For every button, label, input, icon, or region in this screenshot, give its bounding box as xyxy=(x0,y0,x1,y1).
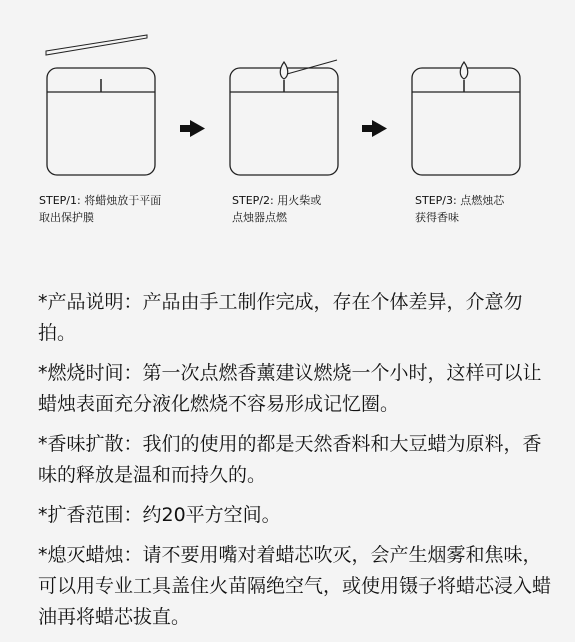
product-description xyxy=(38,287,556,642)
instruction-steps xyxy=(0,0,575,260)
flame-icon xyxy=(280,62,288,79)
step3-candle-illustration xyxy=(412,62,520,175)
step2-line2: 点烛器点燃 xyxy=(232,211,287,224)
arrow-right-icon xyxy=(180,120,205,137)
step2-caption xyxy=(232,192,321,226)
flame-icon xyxy=(460,62,468,79)
protective-film-icon xyxy=(46,35,147,55)
product-note: *产品说明：产品由手工制作完成，存在个体差异，介意勿拍。 xyxy=(38,291,523,344)
candle-jar-icon xyxy=(412,68,520,175)
match-icon xyxy=(287,60,337,74)
step1-caption xyxy=(39,192,161,226)
step2-line1: STEP/2: 用火柴或 xyxy=(232,194,322,207)
step3-caption xyxy=(415,192,504,226)
extinguish-note: *熄灭蜡烛：请不要用嘴对着蜡芯吹灭，会产生烟雾和焦味，可以用专业工具盖住火苗隔绝空气，或使用镊子将蜡芯浸入蜡油再将蜡芯拔直。 xyxy=(38,544,552,628)
arrow-right-icon xyxy=(362,120,387,137)
steps-illustration xyxy=(0,0,575,200)
step1-line2: 取出保护膜 xyxy=(39,211,94,224)
step1-line1: STEP/1: 将蜡烛放于平面 xyxy=(39,194,162,207)
burn-time-note: *燃烧时间：第一次点燃香薰建议燃烧一个小时，这样可以让蜡烛表面充分液化燃烧不容易形成记忆圈。 xyxy=(38,362,542,415)
range-note: *扩香范围：约20平方空间。 xyxy=(38,504,281,526)
step3-line1: STEP/3: 点燃烛芯 xyxy=(415,194,505,207)
scent-note: *香味扩散：我们的使用的都是天然香料和大豆蜡为原料，香味的释放是温和而持久的。 xyxy=(38,433,542,486)
step2-candle-illustration xyxy=(230,60,338,175)
step3-line2: 获得香味 xyxy=(415,211,459,224)
step1-candle-illustration xyxy=(46,35,155,175)
